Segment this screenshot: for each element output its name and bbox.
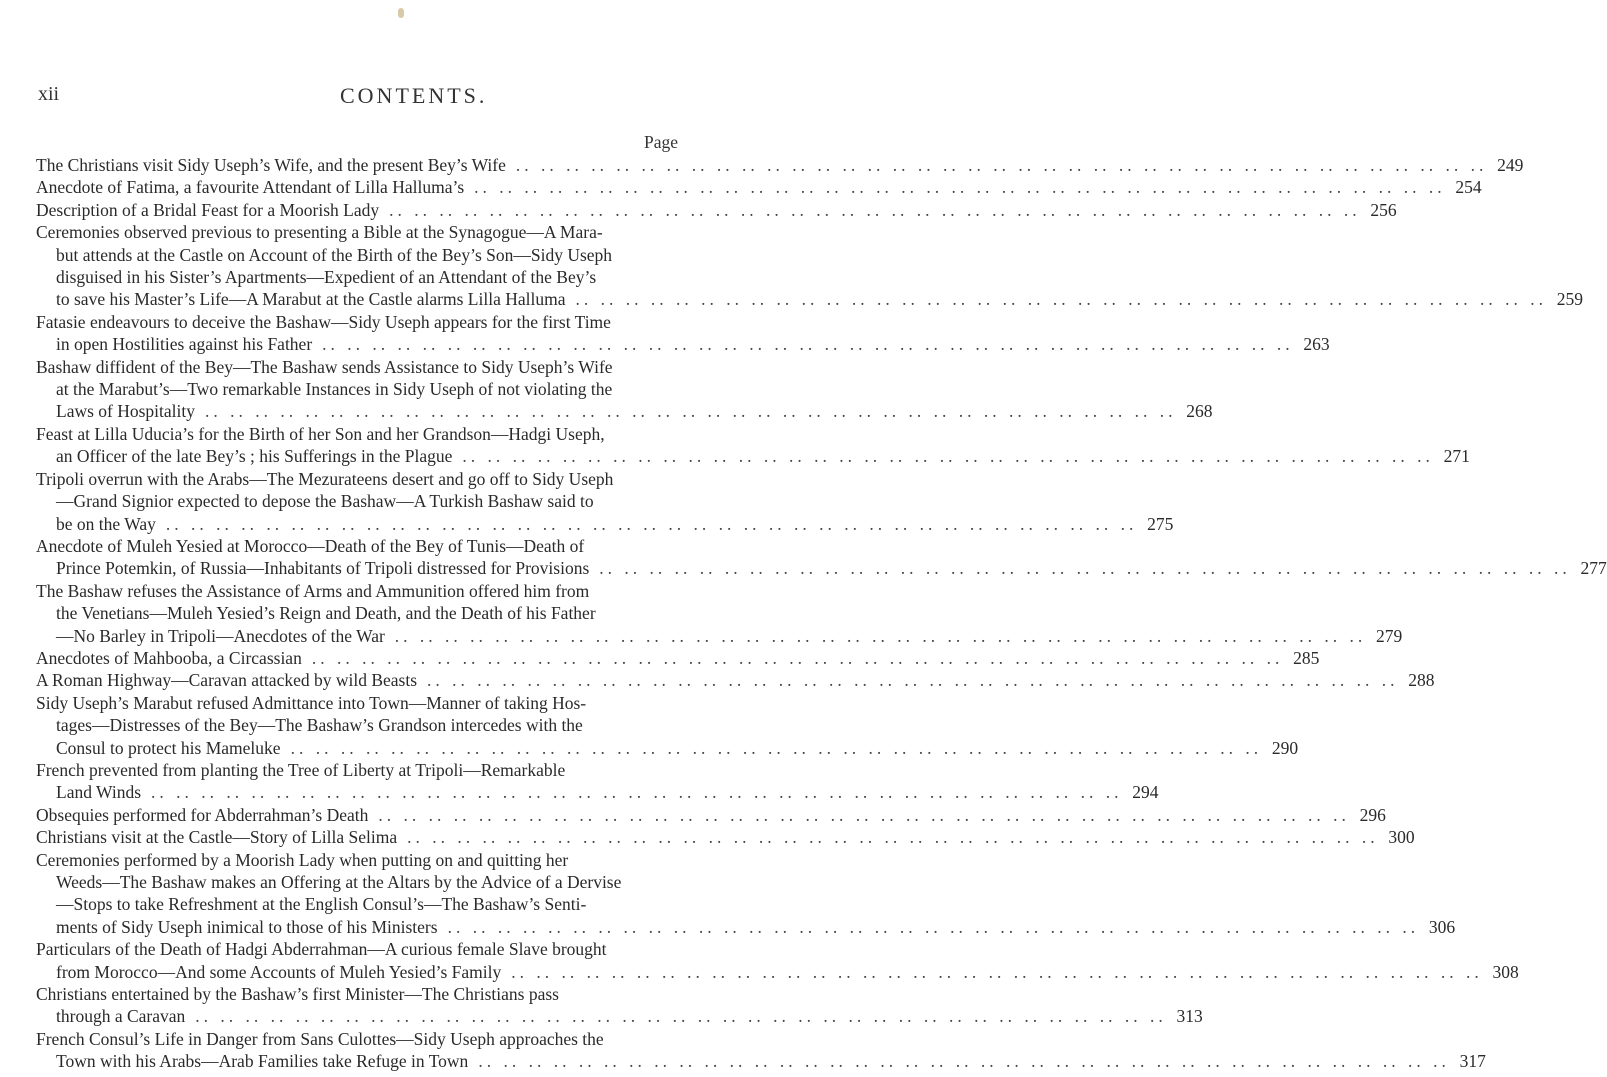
toc-entry-page: 275 (1147, 513, 1174, 534)
toc-entry-line: Christians visit at the Castle—Story of Lilla Selima (36, 827, 398, 848)
toc-entry-line: in open Hostilities against his Father (56, 334, 313, 355)
toc-entry-line: —No Barley in Tripoli—Anecdotes of the War (56, 625, 385, 646)
toc-entry-page: 313 (1176, 1006, 1203, 1027)
toc-entry-final-line (36, 445, 1470, 467)
toc-entry-line: The Christians visit Sidy Useph’s Wife, and the present Bey’s Wife (36, 155, 506, 175)
toc-entry-line: at the Marabut’s—Two remarkable Instances in Sidy Useph of not violating the (56, 379, 613, 400)
toc-entry-final-line (36, 669, 1435, 691)
toc-entry-page: 317 (1459, 1051, 1486, 1072)
toc-entry-final-line (36, 1005, 1203, 1027)
table-of-contents (36, 154, 1607, 1073)
toc-entry (36, 221, 1583, 311)
toc-entry-final-line (36, 400, 1213, 422)
toc-entry-final-line (36, 1050, 1486, 1072)
toc-entry-line: tages—Distresses of the Bey—The Bashaw’s Grandson intercedes with the (56, 715, 583, 736)
toc-entry-page: 263 (1303, 334, 1330, 355)
page-column-label: Page (644, 132, 679, 152)
dot-leader: .. .. .. .. .. .. .. .. .. .. .. .. .. .. .. .. .. .. .. .. .. .. .. .. .. .. .. .. .. .. .. .. .. .. .. .. .. .. .. (511, 961, 1483, 982)
toc-entry-line: Consul to protect his Mameluke (56, 737, 281, 758)
toc-entry-final-line (36, 961, 1519, 983)
toc-entry-line: Prince Potemkin, of Russia—Inhabitants of Tripoli distressed for Provisions (56, 558, 590, 579)
toc-entry-line: Christians entertained by the Bashaw’s first Minister—The Christians pass (36, 984, 559, 1005)
toc-entry (36, 849, 1456, 939)
toc-entry-line: the Venetians—Muleh Yesied’s Reign and Death, and the Death of his Father (56, 603, 596, 624)
toc-entry-line: —Stops to take Refreshment at the English Consul’s—The Bashaw’s Senti- (56, 894, 587, 915)
toc-entry-page: 290 (1271, 737, 1299, 758)
toc-entry-line: French prevented from planting the Tree of Liberty at Tripoli—Remarkable (36, 759, 566, 780)
toc-entry-final-line (36, 647, 1320, 669)
toc-entry-line: Description of a Bridal Feast for a Moorish Lady (36, 199, 380, 220)
toc-entry (36, 176, 1482, 198)
toc-entry-page: 308 (1492, 961, 1519, 982)
toc-entry-line: disguised in his Sister’s Apartments—Expedient of an Attendant of the Bey’s (56, 267, 597, 288)
toc-entry-line: Bashaw diffident of the Bey—The Bashaw sends Assistance to Sidy Useph’s Wife (36, 356, 613, 377)
toc-entry-line: Laws of Hospitality (56, 401, 196, 422)
toc-entry-line: to save his Master’s Life—A Marabut at the Castle alarms Lilla Halluma (56, 289, 566, 310)
toc-entry-line: —Grand Signior expected to depose the Bashaw—A Turkish Bashaw said to (56, 491, 594, 512)
toc-entry-line: from Morocco—And some Accounts of Muleh Yesied’s Family (56, 961, 502, 982)
toc-entry-line: Ceremonies performed by a Moorish Lady when putting on and quitting her (36, 849, 569, 870)
toc-entry (36, 669, 1435, 691)
toc-entry (36, 423, 1470, 468)
dot-leader: .. .. .. .. .. .. .. .. .. .. .. .. .. .. .. .. .. .. .. .. .. .. .. .. .. .. .. .. .. .. .. .. .. .. .. .. .. .. .. (195, 1006, 1167, 1027)
toc-entry-line: Land Winds (56, 782, 142, 803)
dot-leader: .. .. .. .. .. .. .. .. .. .. .. .. .. .. .. .. .. .. .. .. .. .. .. .. .. .. .. .. .. .. .. .. .. .. .. .. .. .. .. (205, 401, 1177, 422)
toc-entry-line: Anecdote of Muleh Yesied at Morocco—Death of the Bey of Tunis—Death of (36, 535, 585, 556)
toc-entry-page: 306 (1428, 916, 1456, 937)
toc-entry-line: Obsequies performed for Abderrahman’s Death (36, 804, 369, 825)
toc-entry-page: 296 (1359, 804, 1386, 825)
toc-entry-line: Sidy Useph’s Marabut refused Admittance into Town—Manner of taking Hos- (36, 692, 587, 713)
toc-entry-final-line (36, 625, 1403, 647)
dot-leader: .. .. .. .. .. .. .. .. .. .. .. .. .. .. .. .. .. .. .. .. .. .. .. .. .. .. .. .. .. .. .. .. .. .. .. .. .. .. .. (290, 737, 1263, 758)
toc-entry-line: Weeds—The Bashaw makes an Offering at the Altars by the Advice of a Dervise (56, 872, 622, 892)
toc-entry (36, 826, 1415, 848)
toc-entry-line: through a Caravan (56, 1006, 186, 1027)
toc-entry-line: an Officer of the late Bey’s ; his Sufferings in the Plague (56, 446, 453, 467)
dot-leader: .. .. .. .. .. .. .. .. .. .. .. .. .. .. .. .. .. .. .. .. .. .. .. .. .. .. .. .. .. .. .. .. .. .. .. .. .. .. .. (407, 827, 1379, 848)
toc-entry-final-line (36, 557, 1607, 579)
toc-entry-line: ments of Sidy Useph inimical to those of his Ministers (56, 916, 438, 937)
toc-entry-page: 285 (1293, 647, 1320, 668)
toc-entry-line: French Consul’s Life in Danger from Sans Culottes—Sidy Useph approaches the (36, 1028, 604, 1049)
toc-entry-final-line (36, 781, 1159, 803)
toc-entry-page: 259 (1556, 289, 1583, 310)
toc-entry-page: 294 (1132, 782, 1159, 803)
dot-leader: .. .. .. .. .. .. .. .. .. .. .. .. .. .. .. .. .. .. .. .. .. .. .. .. .. .. .. .. .. .. .. .. .. .. .. .. .. .. .. (389, 199, 1361, 220)
toc-entry-final-line (36, 804, 1386, 826)
toc-entry-line: Feast at Lilla Uducia’s for the Birth of her Son and her Grandson—Hadgi Useph, (36, 423, 605, 444)
toc-entry-final-line (36, 826, 1415, 848)
dot-leader: .. .. .. .. .. .. .. .. .. .. .. .. .. .. .. .. .. .. .. .. .. .. .. .. .. .. .. .. .. .. .. .. .. .. .. .. .. .. .. (599, 558, 1571, 579)
dot-leader: .. .. .. .. .. .. .. .. .. .. .. .. .. .. .. .. .. .. .. .. .. .. .. .. .. .. .. .. .. .. .. .. .. .. .. .. .. .. .. (478, 1051, 1450, 1072)
toc-entry (36, 154, 1524, 176)
dot-leader: .. .. .. .. .. .. .. .. .. .. .. .. .. .. .. .. .. .. .. .. .. .. .. .. .. .. .. .. .. .. .. .. .. .. .. .. .. .. .. (311, 647, 1284, 668)
toc-entry-line: but attends at the Castle on Account of the Birth of the Bey’s Son—Sidy Useph (56, 244, 613, 265)
toc-entry-line: Particulars of the Death of Hadgi Abderrahman—A curious female Slave brought (36, 939, 607, 960)
toc-entry-final-line (36, 333, 1330, 355)
toc-entry-page: 300 (1388, 827, 1415, 848)
toc-entry (36, 692, 1299, 759)
toc-entry-final-line (36, 154, 1524, 176)
toc-entry-line: A Roman Highway—Caravan attacked by wild Beasts (36, 670, 418, 691)
dot-leader: .. .. .. .. .. .. .. .. .. .. .. .. .. .. .. .. .. .. .. .. .. .. .. .. .. .. .. .. .. .. .. .. .. .. .. .. .. .. .. (322, 334, 1294, 355)
toc-entry (36, 1028, 1486, 1073)
toc-entry-final-line (36, 737, 1299, 759)
toc-entry-final-line (36, 176, 1482, 198)
page-number: xii (38, 83, 60, 105)
toc-entry (36, 759, 1159, 804)
toc-entry (36, 468, 1174, 535)
toc-entry-page: 271 (1443, 446, 1470, 467)
toc-entry-line: Fatasie endeavours to deceive the Bashaw—Sidy Useph appears for the first Time (36, 311, 611, 332)
toc-entry-page: 256 (1370, 199, 1397, 220)
toc-entry-page: 279 (1376, 625, 1403, 646)
toc-entry-final-line (36, 916, 1456, 938)
toc-entry-line: be on the Way (56, 513, 156, 534)
toc-entry (36, 356, 1213, 423)
toc-entry-page: 249 (1497, 155, 1524, 175)
toc-entry-page: 254 (1455, 177, 1482, 198)
toc-entry (36, 311, 1330, 356)
dot-leader: .. .. .. .. .. .. .. .. .. .. .. .. .. .. .. .. .. .. .. .. .. .. .. .. .. .. .. .. .. .. .. .. .. .. .. .. .. .. .. (447, 916, 1420, 937)
toc-entry-final-line (36, 288, 1583, 310)
dot-leader: .. .. .. .. .. .. .. .. .. .. .. .. .. .. .. .. .. .. .. .. .. .. .. .. .. .. .. .. .. .. .. .. .. .. .. .. .. .. .. (427, 670, 1399, 691)
toc-entry (36, 580, 1403, 647)
toc-entry-final-line (36, 513, 1174, 535)
page-title: CONTENTS. (340, 83, 488, 108)
toc-entry-line: Town with his Arabs—Arab Families take Refuge in Town (56, 1051, 469, 1072)
dot-leader: .. .. .. .. .. .. .. .. .. .. .. .. .. .. .. .. .. .. .. .. .. .. .. .. .. .. .. .. .. .. .. .. .. .. .. .. .. .. .. (575, 289, 1547, 310)
dot-leader: .. .. .. .. .. .. .. .. .. .. .. .. .. .. .. .. .. .. .. .. .. .. .. .. .. .. .. .. .. .. .. .. .. .. .. .. .. .. .. (165, 513, 1138, 534)
running-header (0, 83, 800, 113)
dot-leader: .. .. .. .. .. .. .. .. .. .. .. .. .. .. .. .. .. .. .. .. .. .. .. .. .. .. .. .. .. .. .. .. .. .. .. .. .. .. .. (515, 155, 1488, 175)
dot-leader: .. .. .. .. .. .. .. .. .. .. .. .. .. .. .. .. .. .. .. .. .. .. .. .. .. .. .. .. .. .. .. .. .. .. .. .. .. .. .. (462, 446, 1434, 467)
dot-leader: .. .. .. .. .. .. .. .. .. .. .. .. .. .. .. .. .. .. .. .. .. .. .. .. .. .. .. .. .. .. .. .. .. .. .. .. .. .. .. (474, 177, 1446, 198)
toc-entry-final-line (36, 199, 1397, 221)
toc-entry (36, 199, 1397, 221)
toc-entry (36, 535, 1607, 580)
toc-entry-line: Anecdotes of Mahbooba, a Circassian (36, 647, 302, 668)
toc-entry-page: 268 (1186, 401, 1213, 422)
toc-entry (36, 938, 1519, 983)
toc-entry-line: Ceremonies observed previous to presenting a Bible at the Synagogue—A Mara- (36, 222, 603, 243)
toc-entry (36, 983, 1203, 1028)
toc-entry-line: Anecdote of Fatima, a favourite Attendant of Lilla Halluma’s (36, 177, 465, 198)
toc-entry-line: Tripoli overrun with the Arabs—The Mezurateens desert and go off to Sidy Useph (36, 468, 614, 489)
dot-leader: .. .. .. .. .. .. .. .. .. .. .. .. .. .. .. .. .. .. .. .. .. .. .. .. .. .. .. .. .. .. .. .. .. .. .. .. .. .. .. (151, 782, 1123, 803)
toc-entry (36, 804, 1386, 826)
toc-entry-line: The Bashaw refuses the Assistance of Arms and Ammunition offered him from (36, 580, 590, 601)
dot-leader: .. .. .. .. .. .. .. .. .. .. .. .. .. .. .. .. .. .. .. .. .. .. .. .. .. .. .. .. .. .. .. .. .. .. .. .. .. .. .. (378, 804, 1350, 825)
toc-entry (36, 647, 1320, 669)
dot-leader: .. .. .. .. .. .. .. .. .. .. .. .. .. .. .. .. .. .. .. .. .. .. .. .. .. .. .. .. .. .. .. .. .. .. .. .. .. .. .. (394, 625, 1367, 646)
toc-entry-page: 277 (1580, 558, 1607, 579)
paper-blemish (398, 8, 404, 18)
toc-entry-page: 288 (1408, 670, 1435, 691)
